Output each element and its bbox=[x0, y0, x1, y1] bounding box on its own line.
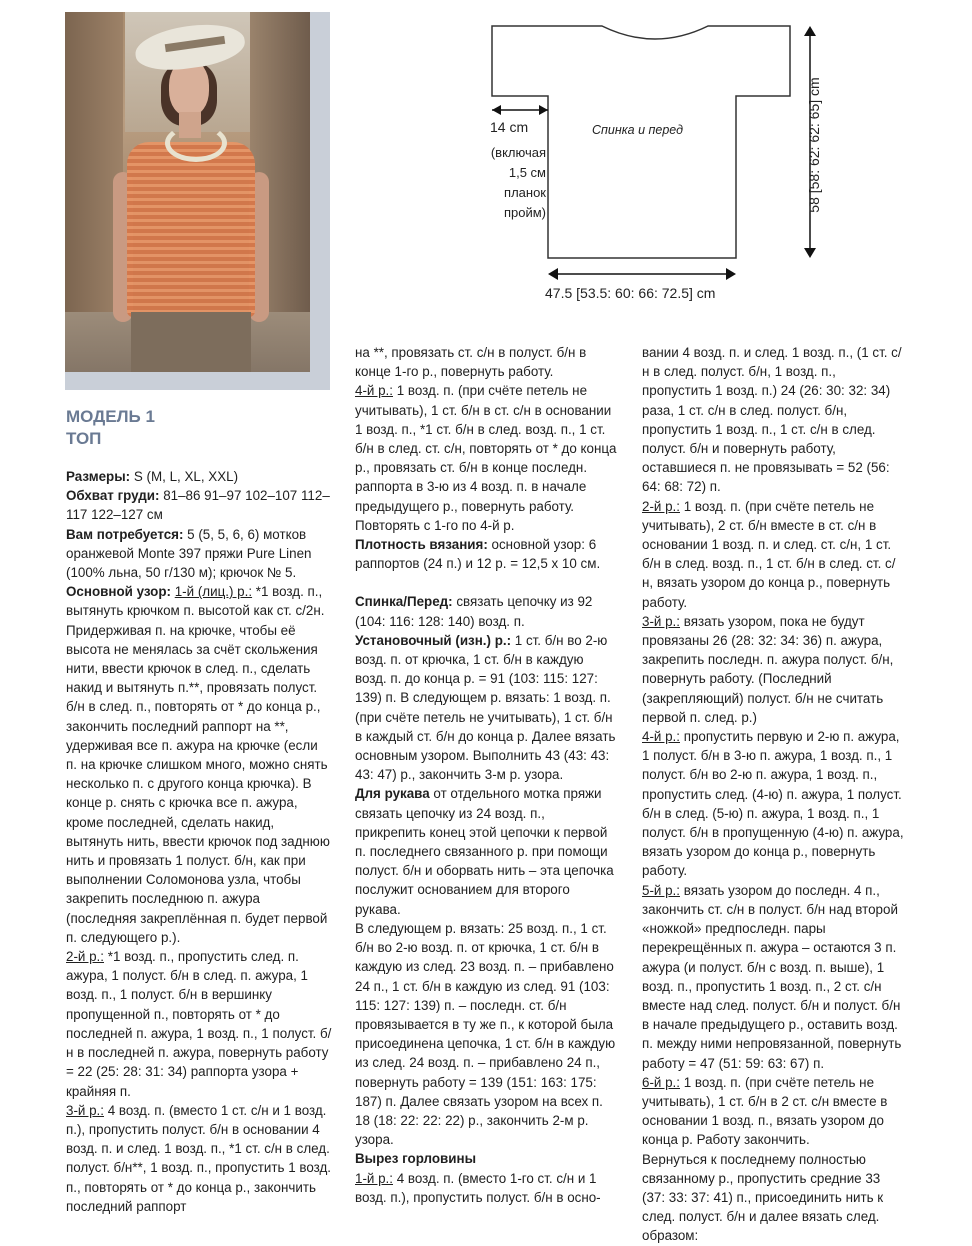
back-paragraph bbox=[355, 592, 618, 630]
pattern-row1-paragraph bbox=[66, 582, 332, 947]
photo-image bbox=[65, 12, 310, 372]
row4-text: 1 возд. п. (при счёте петель не учитывать), 1 ст. б/н в ст. с/н в основании 1 возд. п., *1 ст. б/н в след. возд. п., 1 ст. б/н в след. ст. с/н, повторять от * до конца р., провязать ст. б/н в конце последн. раппорта в 3-ю из 4 возд. п. в начале предыдущего р., повернуть работу. bbox=[355, 383, 617, 514]
sleeve-label: Для рукава bbox=[355, 786, 430, 802]
chest-value: 81–86 91–97 102–107 112–117 122–127 см bbox=[66, 488, 330, 523]
neck-row2-label: 2-й р.: bbox=[642, 498, 680, 514]
title-line-1: МОДЕЛЬ 1 bbox=[66, 407, 155, 426]
row2-label: 2-й р.: bbox=[66, 949, 104, 965]
neck-row4-paragraph bbox=[642, 727, 906, 881]
sleeve-note-line: (включая bbox=[490, 145, 546, 160]
sleeve-note-line: 1,5 см bbox=[508, 165, 546, 180]
neck-row5-paragraph bbox=[642, 881, 906, 1073]
width-arrow-right bbox=[726, 268, 736, 280]
text-column-3 bbox=[642, 343, 906, 1246]
sleeve-paragraph bbox=[355, 784, 618, 918]
row2-paragraph bbox=[66, 947, 332, 1101]
row3-text: 4 возд. п. (вместо 1 ст. с/н и 1 возд. п.), пропустить полуст. б/н в основании 4 возд. п. и след. 1 возд. п., *1 ст. с/н в след. полуст. б/н**, 1 возд. п., пропустить 1 возд. п., повторять от * до конца р., закончить последний раппорт bbox=[66, 1102, 332, 1214]
gauge-text: основной узор: 6 раппортов (24 п.) и 12 р. = 12,5 х 10 см. bbox=[355, 537, 601, 572]
model-photo bbox=[65, 12, 330, 390]
chest-paragraph bbox=[66, 486, 332, 524]
row3-paragraph bbox=[66, 1101, 332, 1216]
sleeve-text: от отдельного мотка пряжи связать цепочку из 24 возд. п., прикрепить конец этой цепочки к первой п. последнего связанного р. при помощи полуст. б/н и оборвать нить – эта цепочка послужит основанием для второго рукава. bbox=[355, 786, 614, 917]
gauge-label: Плотность вязания: bbox=[355, 537, 488, 553]
height-label: 58 [58: 62: 62: 65] cm bbox=[806, 77, 822, 213]
title-line-2: ТОП bbox=[66, 429, 102, 448]
materials-label: Вам потребуется: bbox=[66, 526, 184, 542]
back-label: Спинка/Перед: bbox=[355, 594, 453, 610]
neck-row6-text: 1 возд. п. (при счёте петель не учитывать), 1 ст. б/н в 2 ст. с/н вместе в основании 1 возд. п., вязать узором до конца р. Работу закончить. bbox=[642, 1074, 888, 1148]
text-column-1 bbox=[66, 467, 332, 1216]
neck-row2-text: 1 возд. п. (при счёте петель не учитывать), 2 ст. б/н вместе в ст. с/н в основании 1 возд. п. и след. ст. с/н, 1 ст. б/н в след. возд. п., 1 ст. б/н в след. ст. с/н, вязать узором до конца р., повернуть работу. bbox=[642, 498, 896, 610]
setup-label: Установочный (изн.) р.: bbox=[355, 632, 512, 648]
neck-row2-paragraph bbox=[642, 497, 906, 612]
neck-row5-text: вязать узором до последн. 4 п., закончить ст. с/н в полуст. б/н над второй «ножкой» предпоследн. пары перекрещённых п. ажура – остаются 3 п. ажура (и полуст. б/н с возд. п. выше), 1 возд. п., пропустить 1 возд. п., 2 ст. с/н вместе над след. полуст. б/н и полуст. б/н в начале предыдущего р., оставить возд. п. между ними непровязанной, повернуть работу = 47 (51: 59: 63: 67) п. bbox=[642, 882, 902, 1071]
model-orange-top bbox=[127, 142, 255, 317]
model-necklace bbox=[165, 124, 227, 162]
width-arrow-left bbox=[548, 268, 558, 280]
neck-row1-continuation: вании 4 возд. п. и след. 1 возд. п., (1 ст. с/н в след. полуст. б/н, 1 возд. п., пропустить 1 возд. п.) 24 (26: 30: 32: 34) раза, 1 ст. с/н в след. полуст. б/н, пропустить 1 возд. п., 1 ст. с/н в след. полуст. б/н и повернуть работу, оставшиеся п. не провязывать = 52 (56: 64: 68: 72) п. bbox=[642, 345, 902, 495]
row3-continuation: на **, провязать ст. с/н в полуст. б/н в конце 1-го р., повернуть работу. bbox=[355, 345, 587, 380]
model-title bbox=[66, 406, 155, 450]
materials-paragraph bbox=[66, 525, 332, 583]
sleeve-note bbox=[470, 143, 546, 223]
neck-row6-label: 6-й р.: bbox=[642, 1074, 680, 1090]
neck-row6-paragraph bbox=[642, 1073, 906, 1150]
next-row-paragraph: В следующем р. вязать: 25 возд. п., 1 ст. б/н во 2-ю возд. п. от крючка, 1 ст. б/н в каждую из след. 23 возд. п. – прибавлено 24 п., 1 ст. б/н в каждую из след. 91 (103: 115: 127: 139) п. – последн. ст. б/н провязывается в ту же п., к которой была присоединена цепочка, 1 ст. б/н в каждую из след. 24 возд. п. – прибавлено 24 п., повернуть работу = 139 (151: 163: 175: 187) п. Далее связать узором на всех п. 18 (18: 22: 22: 22) р., закончить 2-м р. узора. bbox=[355, 920, 616, 1148]
chest-label: Обхват груди: bbox=[66, 488, 160, 504]
setup-text: 1 ст. б/н во 2-ю возд. п. от крючка, 1 ст. б/н в каждую возд. п. до конца р. = 91 (103: 115: 127: 139) п. В следующем р. вязать: 1 возд. п. (при счёте петель не учитывать), 1 ст. б/н в каждый ст. б/н до конца р. Далее вязать основным узором. Выполнить 43 (43: 43: 43: 47) р., закончить 3-м р. узора. bbox=[355, 632, 616, 783]
neck-row4-text: пропустить первую и 2-ю п. ажура, 1 полуст. б/н в 3-ю п. ажура, 1 возд. п., 1 полуст. б/н во 2-ю п. ажура, 1 возд. п., пропустить след. (4-ю) п. ажура, 1 полуст. б/н в след. (5-ю) п. ажура, 1 возд. п., 1 полуст. б/н в пропущенную (4-ю) п. ажура, вязать узором до конца р., повернуть работу. bbox=[642, 729, 904, 879]
height-arrow-top bbox=[804, 26, 816, 36]
sleeve-width-label: 14 cm bbox=[490, 119, 529, 135]
model-skirt bbox=[131, 312, 251, 372]
sleeve-arrow-left bbox=[492, 105, 501, 115]
row4-label: 4-й р.: bbox=[355, 383, 393, 399]
gauge-paragraph bbox=[355, 535, 618, 573]
width-label: 47.5 [53.5: 60: 66: 72.5] cm bbox=[545, 285, 716, 301]
pattern-label: Основной узор: bbox=[66, 584, 171, 600]
sizes-paragraph bbox=[66, 467, 332, 486]
row4-paragraph bbox=[355, 381, 618, 515]
neck-row1-paragraph bbox=[355, 1169, 618, 1207]
spacer bbox=[355, 573, 618, 592]
sizes-value: S (M, L, XL, XXL) bbox=[133, 469, 239, 484]
neck-row3-paragraph bbox=[642, 612, 906, 727]
neck-row3-label: 3-й р.: bbox=[642, 613, 680, 629]
schematic-front-label: Спинка и перед bbox=[592, 123, 683, 137]
sleeve-note-line: планок bbox=[504, 185, 546, 200]
row1-text: *1 возд. п., вытянуть крючком п. высотой как ст. с/2н. Придерживая п. на крючке, чтобы её высота не менялась за счёт скольжения нити, ввести крючок в след. п., сделать накид и вытянуть п.**, провязать полуст. б/н в след. п., повторять от * до конца р., закончить последний раппорт на **, удерживая все п. ажура на крючке (если п. на крючке слишком много, можно снять несколько п. с другого конца крючка). В конце р. снять с крючка все п. ажура, кроме последней, сделать накид, вытянуть нить, ввести крючок под заднюю нить и провязать 1 полуст. б/н, как при выполнении Соломонова узла, чтобы закрепить последнюю п. ажура (последняя закреплённая п. будет первой п. следующего р.). bbox=[66, 584, 330, 945]
neck-row4-label: 4-й р.: bbox=[642, 729, 680, 745]
materials-value: 5 (5, 5, 6, 6) мотков оранжевой Monte 397 пряжи Pure Linen (100% льна, 50 г/130 м); крючок № 5. bbox=[66, 526, 312, 581]
setup-paragraph bbox=[355, 631, 618, 785]
height-label-wrap bbox=[802, 42, 824, 252]
repeat-paragraph: Повторять с 1-го по 4-й р. bbox=[355, 517, 515, 533]
garment-schematic bbox=[470, 10, 850, 310]
sleeve-note-line: пройм) bbox=[503, 205, 546, 220]
neck-row1-text: 4 возд. п. (вместо 1-го ст. с/н и 1 возд. п.), пропустить полуст. б/н в осно- bbox=[355, 1170, 601, 1205]
sleeve-arrow-right bbox=[539, 105, 548, 115]
neck-row1-label: 1-й р.: bbox=[355, 1170, 393, 1186]
schematic-outline bbox=[492, 26, 790, 258]
text-column-2 bbox=[355, 343, 618, 1207]
back-text: связать цепочку из 92 (104: 116: 128: 140) возд. п. bbox=[355, 594, 593, 629]
neckline-heading: Вырез горловины bbox=[355, 1151, 477, 1167]
neck-row5-label: 5-й р.: bbox=[642, 882, 680, 898]
sizes-label: Размеры: bbox=[66, 469, 131, 484]
final-paragraph: Вернуться к последнему полностью связанному р., пропустить средние 33 (37: 33: 37: 41) п., присоединить нить к след. полуст. б/н и далее вязать след. образом: bbox=[642, 1151, 884, 1244]
neck-row3-text: вязать узором, пока не будут провязаны 26 (28: 32: 34: 36) п. ажура, закрепить последн. п. ажура полуст. б/н, повернуть работу. (Последний (закрепляющий) полуст. б/н не считать первой п. след. р.) bbox=[642, 613, 894, 725]
row3-label: 3-й р.: bbox=[66, 1102, 104, 1118]
row2-text: *1 возд. п., пропустить след. п. ажура, 1 полуст. б/н в след. п. ажура, 1 возд. п., 1 полуст. б/н в вершинку пропущенной п., повторять от * до последней п. ажура, 1 возд. п., 1 полуст. б/н в последней п. ажура, повернуть работу = 22 (25: 28: 31: 34) раппорта узора + крайняя п. bbox=[66, 949, 332, 1099]
row1-label: 1-й (лиц.) р.: bbox=[174, 584, 253, 600]
